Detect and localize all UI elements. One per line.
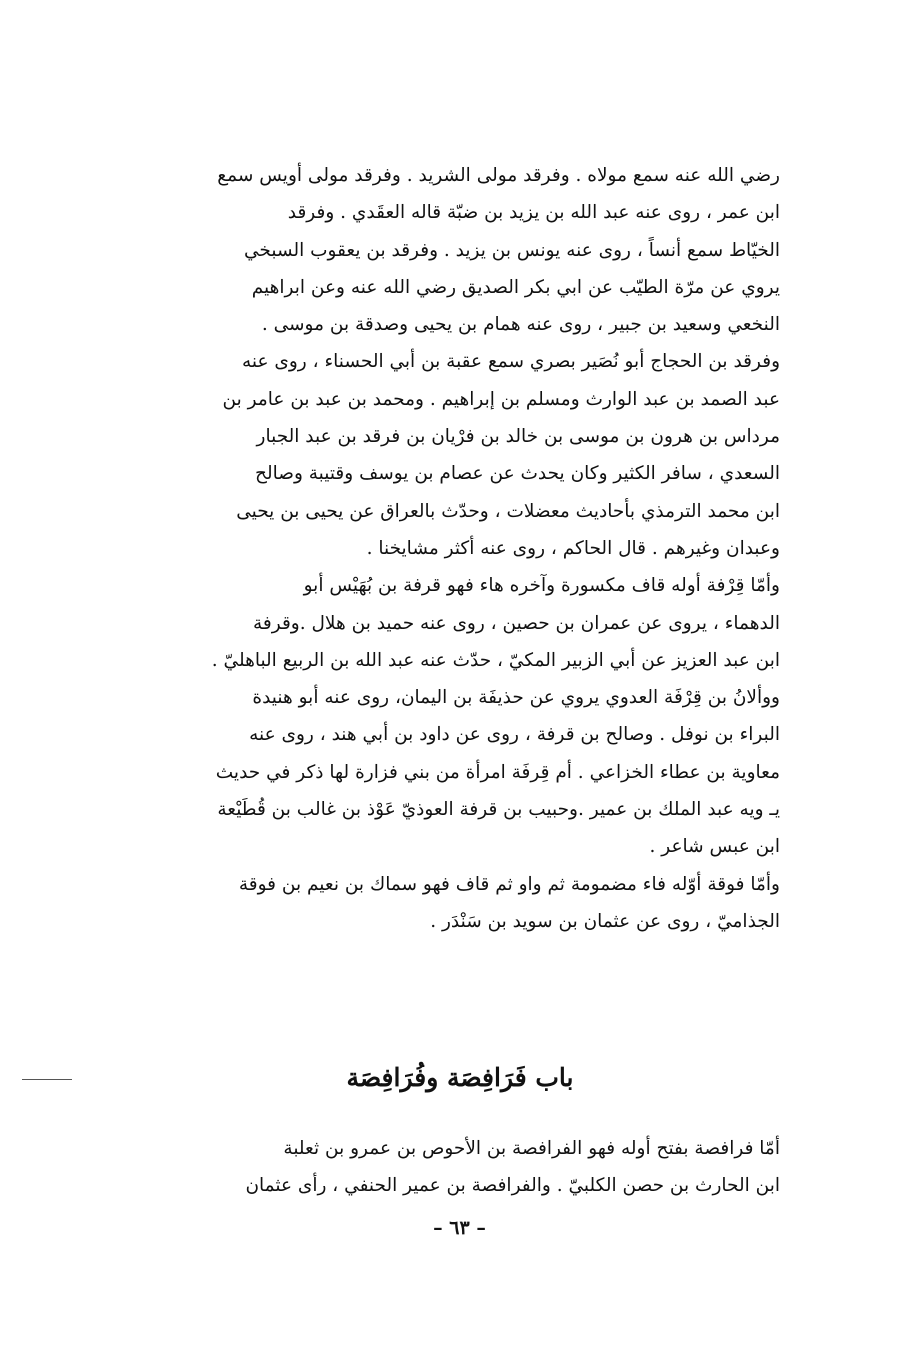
text-line: ابن الحارث بن حصن الكلبيّ . والفرافصة بن عمير الحنفي ، رأى عثمان	[245, 1175, 780, 1197]
text-line: معاوية بن عطاء الخزاعي . أم قِرفَة امرأة من بني فزارة لها ذكر في حديث	[215, 761, 780, 783]
text-line: ابن عمر ، روى عنه عبد الله بن يزيد بن ضبّة قاله العقَدي . وفرقد	[287, 202, 780, 224]
section-heading: باب فَرَافِصَة وفُرَافِصَة	[346, 1063, 574, 1092]
page-number: – ٦٣ –	[433, 1217, 486, 1239]
text-line: وفرقد بن الحجاج أبو نُصَير بصري سمع عقبة بن أبي الحسناء ، روى عنه	[241, 351, 780, 373]
text-line: الخيّاط سمع أنساً ، روى عنه يونس بن يزيد . وفرقد بن يعقوب السبخي	[244, 239, 780, 261]
text-line: النخعي وسعيد بن جبير ، روى عنه همام بن يحيى وصدقة بن موسى .	[261, 314, 780, 336]
margin-rule	[22, 1079, 72, 1080]
text-line: يروي عن مرّة الطيّب عن ابي بكر الصديق رضي الله عنه وعن ابراهيم	[251, 276, 780, 298]
text-line: أمّا فرافصة بفتح أوله فهو الفرافصة بن الأحوص بن عمرو بن ثعلبة	[283, 1138, 780, 1159]
text-line: الدهماء ، يروى عن عمران بن حصين ، روى عنه حميد بن هلال .وقرفة	[252, 612, 780, 634]
text-line: وعبدان وغيرهم . قال الحاكم ، روى عنه أكثر مشايخنا .	[366, 537, 780, 559]
text-line: ابن عبد العزيز عن أبي الزبير المكيّ ، حدّث عنه عبد الله بن الربيع الباهليّ .	[211, 649, 780, 671]
text-line: وأمّا قِرْفة أوله قاف مكسورة وآخره هاء فهو قرفة بن بُهَيْس أبو	[303, 575, 780, 597]
text-line: عبد الصمد بن عبد الوارث ومسلم بن إبراهيم . ومحمد بن عبد بن عامر بن	[222, 388, 780, 410]
text-line: وأمّا فوقة أوّله فاء مضمومة ثم واو ثم قاف فهو سماك بن نعيم بن فوقة	[238, 873, 780, 895]
text-line: مرداس بن هرون بن موسى بن خالد بن فرْيان بن فرقد بن عبد الجبار	[256, 426, 780, 448]
text-line: ابن عبس شاعر .	[649, 836, 780, 858]
text-line: رضي الله عنه سمع مولاه . وفرقد مولى الشريد . وفرقد مولى أويس سمع	[217, 165, 780, 186]
text-line: ابن محمد الترمذي بأحاديث معضلات ، وحدّث بالعراق عن يحيى بن يحيى	[236, 500, 780, 522]
text-line: يـ ويه عبد الملك بن عمير .وحبيب بن قرفة العوذيّ عَوْذ بن غالب بن قُطَيْعة	[217, 799, 780, 821]
text-line: السعدي ، سافر الكثير وكان يحدث عن عصام بن يوسف وقتيبة وصالح	[255, 463, 780, 485]
body-text	[140, 157, 780, 940]
continuation-text	[140, 1130, 780, 1205]
text-line: الجذاميّ ، روى عن عثمان بن سويد بن سَنْدَر .	[430, 910, 780, 932]
text-line: البراء بن نوفل . وصالح بن قرفة ، روى عن داود بن أبي هند ، روى عنه	[249, 724, 780, 746]
text-line: ووألانُ بن قِرْفَة العدوي يروي عن حذيفَة بن اليمان، روى عنه أبو هنيدة	[252, 687, 780, 709]
